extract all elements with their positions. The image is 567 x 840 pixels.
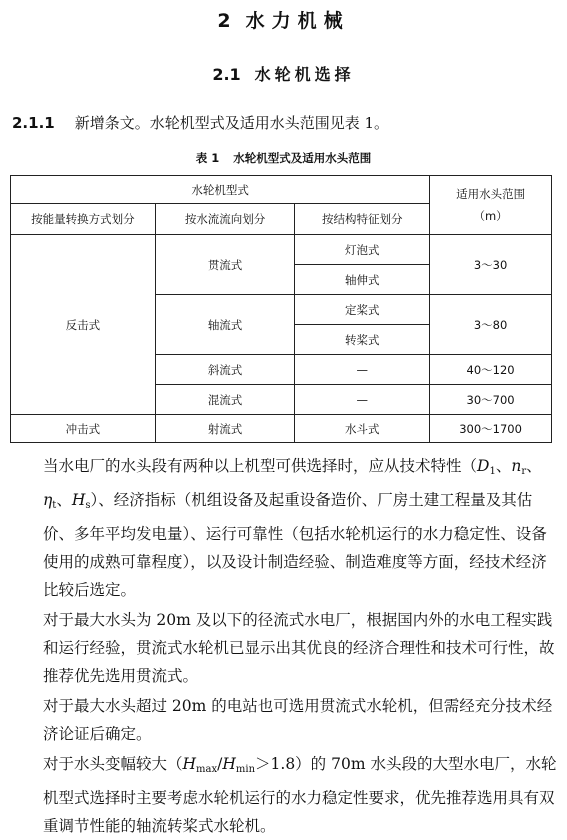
p1-text-a: 当水电厂的水头段有两种以上机型可供选择时，应从技术特性（ <box>43 457 478 475</box>
p1-sep3: 、 <box>56 491 72 509</box>
header-head-range <box>430 176 552 235</box>
header-turbine-type: 水轮机型式 <box>11 176 430 204</box>
explanation-text <box>12 452 560 840</box>
cell-shaft-extension: 轴伸式 <box>295 265 430 295</box>
symbol-h: H <box>71 491 86 509</box>
cell-tubular: 贯流式 <box>155 235 295 295</box>
paragraph-low-head: 对于最大水头为 20m 及以下的径流式水电厂，根据国内外的水电工程实践和运行经验，贯流式水轮机已显示出其优良的经济合理性和技术可行性，故推荐优先选用贯流式。 <box>43 611 555 685</box>
header-structure: 按结构特征划分 <box>295 204 430 235</box>
p4-slash: / <box>217 755 223 773</box>
p1-sep2: 、 <box>526 457 542 475</box>
header-flow-direction: 按水流流向划分 <box>155 204 295 235</box>
clause-2-1-1 <box>12 112 389 133</box>
chapter-heading <box>0 6 567 33</box>
p4-text-a: 对于水头变幅较大（ <box>43 755 183 773</box>
chapter-number: 2 <box>217 10 238 32</box>
cell-axial: 轴流式 <box>155 295 295 355</box>
table-row <box>11 176 552 204</box>
symbol-hmin: H <box>222 755 236 773</box>
turbine-type-table <box>10 175 552 443</box>
p4-text-b: ＞1.8）的 70m 水头段的大型水电厂，水轮机型式选择时主要考虑水轮机运行的水力稳定性要求，优先推荐选用具有双重调节性能的轴流转桨式水轮机。 <box>43 755 557 835</box>
chapter-title: 水力机械 <box>245 10 350 32</box>
cell-adjustable-blade: 转桨式 <box>295 325 430 355</box>
symbol-h-sub: s <box>85 500 91 511</box>
cell-bulb: 灯泡式 <box>295 235 430 265</box>
section-number: 2.1 <box>212 65 241 84</box>
cell-jet: 射流式 <box>155 415 295 443</box>
cell-range-axial: 3～80 <box>430 295 552 355</box>
cell-impulse: 冲击式 <box>11 415 156 443</box>
cell-reaction: 反击式 <box>11 235 156 415</box>
p1-sep1: 、 <box>495 457 512 475</box>
paragraph-selection-criteria <box>12 452 560 604</box>
cell-range-tubular: 3～30 <box>430 235 552 295</box>
symbol-hmin-sub: min <box>235 764 256 775</box>
clause-text: 新增条文。水轮机型式及适用水头范围见表 1。 <box>74 114 390 132</box>
cell-mixed: 混流式 <box>155 385 295 415</box>
header-head-range-unit: （m） <box>473 209 508 223</box>
symbol-d: D <box>477 457 490 475</box>
cell-range-diagonal: 40～120 <box>430 355 552 385</box>
symbol-n-sub: r <box>521 466 527 477</box>
symbol-hmax-sub: max <box>196 764 218 775</box>
cell-diagonal-structure: — <box>295 355 430 385</box>
header-energy-conversion: 按能量转换方式划分 <box>11 204 156 235</box>
symbol-eta-sub: t <box>52 500 57 511</box>
section-title: 水轮机选择 <box>254 65 355 84</box>
cell-bucket: 水斗式 <box>295 415 430 443</box>
cell-range-impulse: 300～1700 <box>430 415 552 443</box>
table-caption-number: 表 1 <box>195 151 220 165</box>
section-heading <box>0 62 567 85</box>
table-caption-text: 水轮机型式及适用水头范围 <box>233 151 372 165</box>
symbol-hmax: H <box>182 755 197 773</box>
cell-diagonal: 斜流式 <box>155 355 295 385</box>
cell-range-mixed: 30～700 <box>430 385 552 415</box>
symbol-eta: η <box>43 491 53 509</box>
p1-text-b: ）、经济指标（机组设备及起重设备造价、厂房土建工程量及其估价、多年平均发电量）、运行可靠性（包括水轮机运行的水力稳定性、设备使用的成熟可靠程度），以及设计制造经验、制造难度等方面，经技术经济比较后选定。 <box>43 491 547 599</box>
cell-mixed-structure: — <box>295 385 430 415</box>
symbol-d-sub: 1 <box>489 466 496 477</box>
symbol-n: n <box>511 457 522 475</box>
cell-fixed-blade: 定桨式 <box>295 295 430 325</box>
table-row <box>11 415 552 443</box>
table-row <box>11 235 552 265</box>
table-caption <box>0 150 567 166</box>
header-head-range-label: 适用水头范围 <box>456 187 526 201</box>
paragraph-above-20m: 对于最大水头超过 20m 的电站也可选用贯流式水轮机，但需经充分技术经济论证后确定。 <box>43 697 553 743</box>
paragraph-large-variation <box>12 750 560 840</box>
clause-number: 2.1.1 <box>12 114 55 132</box>
